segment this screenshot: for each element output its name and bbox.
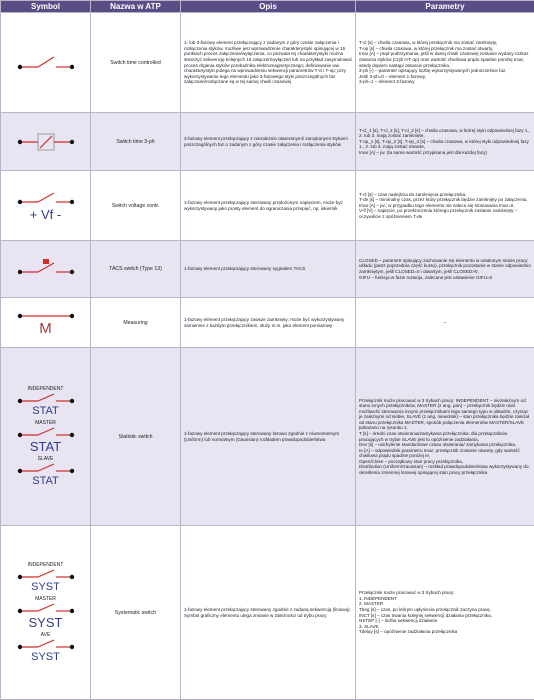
header-parameters: Parametry bbox=[356, 1, 534, 13]
stat-label: STAT bbox=[32, 475, 59, 487]
stat-switch-independent-icon bbox=[16, 392, 76, 406]
description-cell: 3-fazowy element przełączający z niezależnie otwieranymi/ zamykanymi stykami poszczególnych faz o zadanym z góry czasie załączenia i rozłączenia styków bbox=[181, 113, 356, 171]
param-line: T-cl [s] – czas nadejścia do zamknięcia przełącznika, bbox=[359, 191, 467, 197]
syst-label: SYST bbox=[31, 581, 60, 593]
parameters-cell bbox=[356, 298, 534, 348]
param-line: 2. MASTER bbox=[359, 601, 384, 607]
param-line: T-op_1 [s], T-op_2 [s], T-op_3 [s] – chwila czasowa, w której styki odpowiedniej fazy 1., 2. lub 3. mają zostać otwarte, bbox=[359, 138, 529, 150]
param-line: NSTEP [-] – liczba sekwencji działania bbox=[359, 618, 438, 624]
syst-switch-master-icon bbox=[16, 602, 76, 616]
table-row bbox=[1, 171, 534, 241]
tacs-switch-icon bbox=[16, 257, 76, 281]
atp-name-cell: Systematic switch bbox=[91, 526, 181, 700]
param-line: Imar [A] – jw. (ta sama wartość przypisana jest dla każdej fazy) bbox=[359, 149, 487, 155]
header-atp-name: Nazwa w ATP bbox=[91, 1, 181, 13]
syst-switch-slave-icon bbox=[16, 638, 76, 652]
table-header-row bbox=[1, 1, 534, 13]
mode-label-ave: AVE bbox=[40, 632, 51, 638]
mode-label-master: MASTER bbox=[35, 420, 56, 426]
description-cell: 1-fazowy element przełączający sterowany sygnałem TACS bbox=[181, 241, 356, 298]
header-description: Opis bbox=[181, 1, 356, 13]
switch-3ph-icon bbox=[16, 130, 76, 154]
param-line: GIFU – funkcja w fazie rozwoju, zalecane jest ustawienie GIFU=0 bbox=[359, 274, 493, 280]
voltage-symbol-label: + Vf - bbox=[29, 207, 62, 222]
param-line: Imar [A] – jw.; w przypadku tego elementu nie zaleca się stosowania Imar=0, bbox=[359, 202, 515, 208]
table-row bbox=[1, 13, 534, 113]
symbol-cell bbox=[1, 298, 91, 348]
param-line: T [s] – średni czas otwierania/zamykania przełącznika; dla przełączników pracujących w trybie SLAVE jest to opóźnienie zadziałania, bbox=[359, 430, 508, 442]
table-row bbox=[1, 298, 534, 348]
param-line: 1. INDEPENDENT bbox=[359, 595, 398, 601]
param-line: Jeśli 3-ph=0 – element 1-fazowy, bbox=[359, 73, 426, 79]
param-line: T-op [s] – chwila czasowa, w której przełącznik ma zostać otwarty, bbox=[359, 45, 494, 51]
atp-name-cell: TACS switch (Type 13) bbox=[91, 241, 181, 298]
param-line: T-cl [s] – chwila czasowa, w której przełącznik ma zostać zamknięty, bbox=[359, 40, 498, 46]
table-row bbox=[1, 348, 534, 526]
mode-label-independent: INDEPENDENT bbox=[27, 562, 64, 568]
param-line: INCT [s] – czas trwania kolejnej sekwencji działania przełącznika, bbox=[359, 612, 492, 618]
syst-switch-independent-icon bbox=[16, 568, 76, 582]
description-cell: 1-fazowy element przełączający sterowany losowo zgodnie z równomiernym (Uniform) lub normalnym (Gaussian) rozkładem prawdopodobieństwa bbox=[181, 348, 356, 526]
param-line: Distribution (Uniform/Gaussian) – rozkład prawdopodobieństwa wykorzystywany do określenia zmiennej losowej opisującej stan pracy przełącznika bbox=[359, 464, 529, 475]
atp-name-cell: Switch time controlled bbox=[91, 13, 181, 113]
param-line: Tdelay [s] – opóźnienie zadziałania przełącznika bbox=[359, 629, 458, 635]
switch-voltage-icon bbox=[16, 190, 76, 208]
stat-switch-slave-icon bbox=[16, 462, 76, 476]
param-line: Tbeg [s] – czas, po którym upłyniecia przełącznik zaczyna pracę, bbox=[359, 606, 492, 612]
syst-label: SYST bbox=[31, 651, 60, 663]
parameters-cell bbox=[356, 348, 534, 526]
param-line: CLOSED – parametr opisujący zachowanie się elementu w ustalonym stanie pracy układu (patrz poprzednia część kursu), przełącznik pozostanie w stanie odpowiednio zamkniętym, jeśli CLOSED=0 i otwartym, jeśli CLOSED>0, bbox=[359, 257, 531, 274]
atp-name-cell: Measuring bbox=[91, 298, 181, 348]
param-line: Open/Close – początkowy stan pracy przełącznika, bbox=[359, 458, 463, 464]
param-line: 3. SLAVE bbox=[359, 623, 379, 629]
description-cell: 1-fazowy element przełączający zawsze zamknięty; może być wykorzystywany zamiennie z każdym przełącznikiem, służy m.in. jako element pomiarowy bbox=[181, 298, 356, 348]
parameters-cell bbox=[356, 526, 534, 700]
measuring-symbol-label: M bbox=[39, 320, 52, 337]
stat-label: STAT bbox=[29, 439, 62, 454]
param-line: T-cl_1 [s], T-cl_2 [s], T-cl_3 [s] – chwila czasowa, w której styki odpowiedniej fazy 1., 2. lub 3. mają zostać zamknięte, bbox=[359, 127, 530, 139]
param-line: 3-ph=1 – element 3-fazowy bbox=[359, 79, 415, 85]
param-line: Przełącznik może pracować w 3 trybach pracy: bbox=[359, 590, 455, 596]
param-line: Ie [A] – odpowiednik parametru Imar; przełącznik zostanie otwarty, gdy wartość chwilowa prądu spadnie poniżej Ie, bbox=[359, 447, 520, 459]
stat-switch-master-icon bbox=[16, 426, 76, 440]
parameters-cell bbox=[356, 113, 534, 171]
table-row bbox=[1, 526, 534, 700]
syst-label: SYST bbox=[28, 615, 63, 630]
stat-label: STAT bbox=[32, 405, 59, 417]
param-line: V-fl [V] – napięcie, po przekroczeniu którego przełącznik zostanie zamknięty – oczywiście z opóźnieniem T-de bbox=[359, 208, 518, 219]
param-line: – bbox=[443, 319, 447, 325]
mode-label-master: MASTER bbox=[35, 596, 56, 602]
parameters-cell bbox=[356, 13, 534, 113]
param-line: Dev [s] – odchylenie standardowe czasu otwierania/ zamykania przełącznika, bbox=[359, 442, 517, 448]
parameters-cell bbox=[356, 171, 534, 241]
mode-label-slave: SLAVE bbox=[37, 456, 54, 462]
param-line: T-de [s] – minimalny czas, przez który przełącznik będzie zamknięty po załączeniu, bbox=[359, 197, 528, 203]
mode-label-independent: INDEPENDENT bbox=[27, 386, 64, 392]
param-line: 3-ph [-] – parametr opisujący liczbę wykorzystywanych jednocześnie faz, bbox=[359, 68, 507, 74]
description-cell: 1- lub 3-fazowy element przełączający z zadanym z góry czasie załączenia i rozłączenia styków, możliwe jest wprowadzenie charakterystyki opisującej w 16 punktach proces załączenia/wyłączenia, co pozwala tej charakterystyki można stworzyć sekwencję kolejnych 16 załączeń/wyłączeń lub na przykład zasymulować proces drgania styków przekaźnika elektromagnetycznego; definiowanie ww. charakterystyki polega na wprowadzeniu sekwencji parametrów T-cl i T-op; przy wykorzystywaniu tego elementu jako 3-fazowego styki poszczególnych faz załączane/rozłączane są w tej samej chwili czasowej bbox=[181, 13, 356, 113]
description-cell: 1-fazowy element przełączający sterowany przyłożonym napięciem, może być wykorzystywany jako prosty element do ograniczania przepięć, np. iskiernik bbox=[181, 171, 356, 241]
symbol-cell bbox=[1, 171, 91, 241]
symbol-cell bbox=[1, 241, 91, 298]
symbol-cell bbox=[1, 348, 91, 526]
param-line: Przełącznik może pracować w 3 trybach pracy: INDEPENDENT – niezależnym od stanu innych przełączników, MASTER (z ang. pan) – przełącznik będzie miał możliwość sterowania innymi przełącznikami tego samego typu w układzie, czyniąc je zależnymi od siebie, SLAVE (z ang. niewolnik) – stan przełącznika będzie zależał od stanu przełącznika MASTER, sposób połączenia elementów MASTER/SLAVE pokazano na rysunku 1. bbox=[359, 397, 529, 431]
switch-time-controlled-icon bbox=[16, 51, 76, 75]
parameters-cell bbox=[356, 241, 534, 298]
param-line: Imar [A] – prąd podtrzymania, jeśli w danej chwili czasowej zostanie wydany rozkaz otwarcia styków (czyli t>T-op) oraz wartość chwilowa prądu spadnie poniżej Imar, wtedy dopiero nastąpi otwarcie przełącznika, bbox=[359, 51, 529, 68]
atp-name-cell: Statistic switch bbox=[91, 348, 181, 526]
symbol-cell bbox=[1, 113, 91, 171]
table-row bbox=[1, 241, 534, 298]
symbol-cell bbox=[1, 13, 91, 113]
table-row bbox=[1, 113, 534, 171]
atp-name-cell: Switch time 3-ph bbox=[91, 113, 181, 171]
symbol-cell bbox=[1, 526, 91, 700]
description-cell: 1-fazowy element przełączający sterowany zgodnie z zadaną sekwencją (liniową). Symbol graficzny elementu ulega zmianie w zależności od trybu pracy bbox=[181, 526, 356, 700]
atp-name-cell: Switch voltage contr. bbox=[91, 171, 181, 241]
header-symbol: Symbol bbox=[1, 1, 91, 13]
